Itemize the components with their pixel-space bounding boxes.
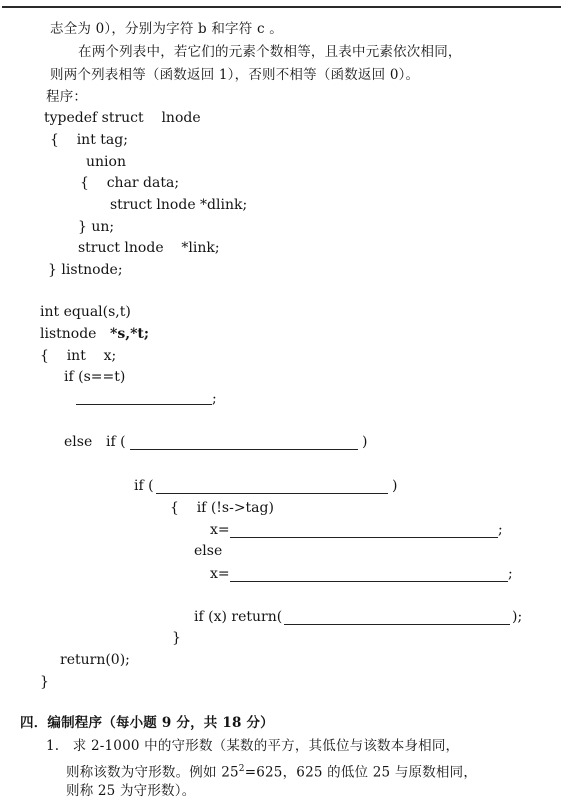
code-inner-close-brace: } xyxy=(172,630,181,646)
code-char-data: { char data; xyxy=(80,175,180,191)
code-dlink: struct lnode *dlink; xyxy=(110,197,248,213)
superscript-2: 2 xyxy=(238,764,245,774)
code-if-open: if ( xyxy=(134,478,154,494)
question-1-line-3: 则称 25 为守形数）。 xyxy=(66,783,196,799)
code-x-assign-1: x= xyxy=(210,522,230,538)
blank-6[interactable] xyxy=(284,624,510,625)
code-semicolon-3: ; xyxy=(508,566,513,582)
code-else: else xyxy=(64,434,93,450)
question-1-line-2 xyxy=(66,760,477,782)
program-label: 程序： xyxy=(46,89,88,105)
code-if-x-return: if (x) return( xyxy=(194,609,283,625)
code-param-names: *s,*t; xyxy=(110,326,150,342)
section-heading: 四．编制程序（每小题 9 分，共 18 分） xyxy=(20,715,274,731)
blank-4[interactable] xyxy=(230,537,498,538)
code-link: struct lnode *link; xyxy=(78,240,220,256)
code-union: union xyxy=(86,154,126,170)
code-int-tag: { int tag; xyxy=(50,132,128,148)
code-func-signature: int equal(s,t) xyxy=(40,304,131,320)
code-x-assign-2: x= xyxy=(210,566,230,582)
code-if-close: ) xyxy=(392,478,398,494)
question-1-line-2-end: =625，625 的低位 25 与原数相同， xyxy=(244,764,478,781)
blank-2[interactable] xyxy=(130,449,358,450)
code-if-s-eq-t: if (s==t) xyxy=(64,369,126,385)
code-un: } un; xyxy=(78,219,115,235)
code-semicolon-1: ; xyxy=(212,391,217,407)
blank-5[interactable] xyxy=(230,581,508,582)
code-func-close-brace: } xyxy=(40,674,49,690)
code-else-inner: else xyxy=(194,543,223,559)
intro-line-2: 在两个列表中，若它们的元素个数相等，且表中元素依次相同， xyxy=(78,44,462,60)
code-typedef: typedef struct lnode xyxy=(44,110,201,126)
question-1-line-2-start: 则称该数为守形数。例如 25 xyxy=(66,764,239,781)
blank-3[interactable] xyxy=(156,493,388,494)
code-else-if-open: if ( xyxy=(106,434,126,450)
blank-1[interactable] xyxy=(76,404,212,405)
code-if-not-tag: { if (!s->tag) xyxy=(170,500,274,516)
code-return-close: ); xyxy=(512,609,523,625)
code-semicolon-2: ; xyxy=(498,522,503,538)
code-param-type: listnode xyxy=(40,326,97,342)
code-return-zero: return(0); xyxy=(60,652,130,668)
code-listnode-close: } listnode; xyxy=(48,262,123,278)
code-else-if-close: ) xyxy=(362,434,368,450)
intro-line-3: 则两个列表相等（函数返回 1），否则不相等（函数返回 0）。 xyxy=(50,67,420,83)
question-1-line-1: 1. 求 2-1000 中的守形数（某数的平方，其低位与该数本身相同， xyxy=(46,738,460,754)
top-rule xyxy=(2,6,561,8)
code-int-x: { int x; xyxy=(40,348,117,364)
intro-line-1: 志全为 0），分别为字符 b 和字符 c 。 xyxy=(50,21,283,37)
